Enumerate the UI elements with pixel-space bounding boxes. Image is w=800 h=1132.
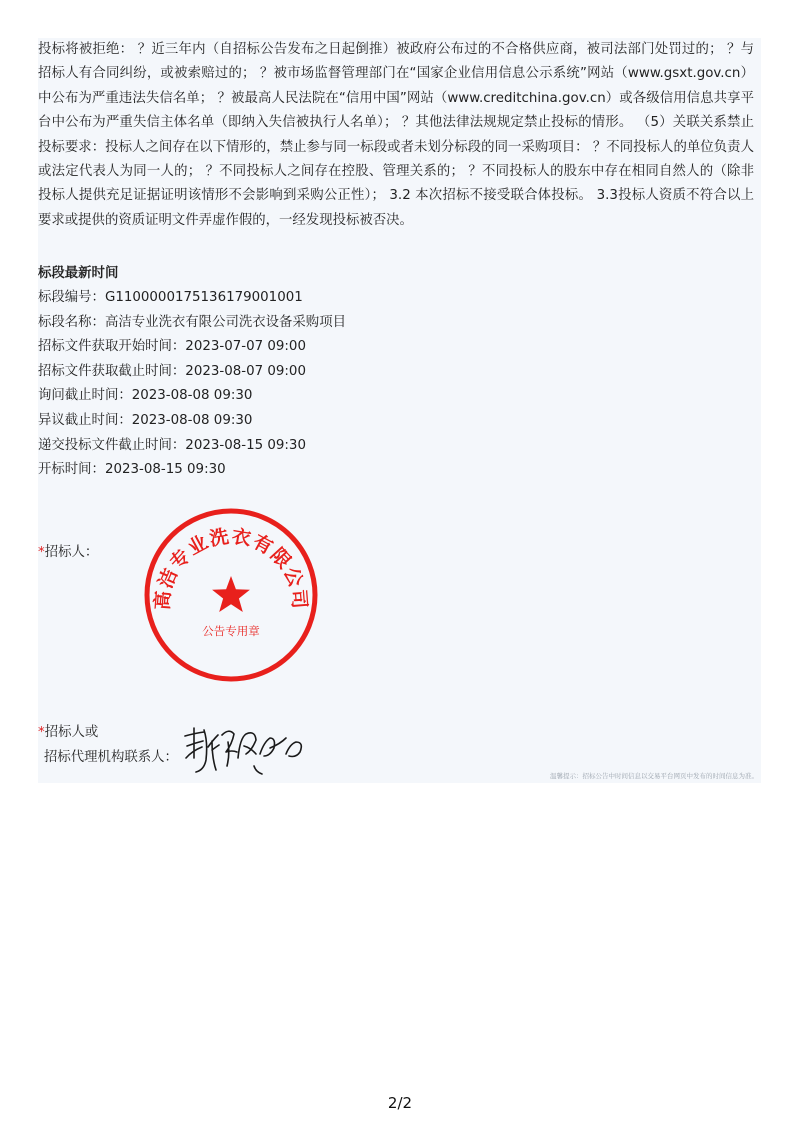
section-heading: 标段最新时间	[38, 266, 119, 281]
contact-label-text-1: 招标人或	[44, 725, 99, 740]
contact-label-line1	[38, 723, 98, 743]
info-item-section-name: 标段名称：高洁专业洗衣有限公司洗衣设备采购项目	[38, 314, 346, 330]
info-item-objection-deadline: 异议截止时间：2023-08-08 09:30	[38, 412, 253, 428]
info-item-inquiry-deadline: 询问截止时间：2023-08-08 09:30	[38, 388, 253, 404]
required-mark-contact: *	[38, 725, 45, 740]
seal-company-name: 高洁专业洗衣有限公司	[151, 525, 311, 611]
requirements-paragraph: 投标将被拒绝： ？近三年内（自招标公告发布之日起倒推）被政府公布过的不合格供应商，被司法部门处罚过的； ？与招标人有合同纠纷，或被索赔过的； ？被市场监督管理部门在“国家企业信用信息公示系统”网站（www.gsxt.gov.cn）中公布为严重违法失信名单； ？被最高人民法院在“信用中国”网站（www.creditchina.gov.cn）或各级信用信息共享平台中公布为严重失信主体名单（即纳入失信被执行人名单）； ？其他法律法规规定禁止投标的情形。 （5）关联关系禁止投标要求：投标人之间存在以下情形的，禁止参与同一标段或者未划分标段的同一采购项目： ？不同投标人的单位负责人或法定代表人为同一人的； ？不同投标人之间存在控股、管理关系的； ？不同投标人的股东中存在相同自然人的（除非投标人提供充足证据证明该情形不会影响到采购公正性）； 3.2 本次招标不接受联合体投标。 3.3投标人资质不符合以上要求或提供的资质证明文件弄虚作假的，一经发现投标被否决。	[38, 42, 754, 228]
handwritten-signature	[182, 714, 312, 776]
footnote-disclaimer: 温馨提示：招标公告中时间信息以交易平台网页中发布的时间信息为准。	[550, 772, 758, 780]
star-icon	[212, 576, 250, 612]
info-item-section-number: 标段编号：G1100000175136179001001	[38, 290, 303, 305]
page-number: 2/2	[387, 1094, 413, 1112]
company-seal	[142, 506, 320, 684]
seal-type-text: 公告专用章	[202, 624, 260, 638]
tenderer-label-text: 招标人：	[44, 545, 99, 560]
info-item-opening-time: 开标时间：2023-08-15 09:30	[38, 462, 226, 478]
info-list	[38, 286, 346, 483]
info-item-doc-start-time: 招标文件获取开始时间：2023-07-07 09:00	[38, 339, 306, 355]
info-item-doc-end-time: 招标文件获取截止时间：2023-08-07 09:00	[38, 363, 306, 379]
required-mark: *	[38, 545, 45, 560]
contact-label-line2: 招标代理机构联系人：	[44, 750, 178, 765]
info-item-submission-deadline: 递交投标文件截止时间：2023-08-15 09:30	[38, 437, 306, 453]
tenderer-label	[38, 543, 98, 563]
